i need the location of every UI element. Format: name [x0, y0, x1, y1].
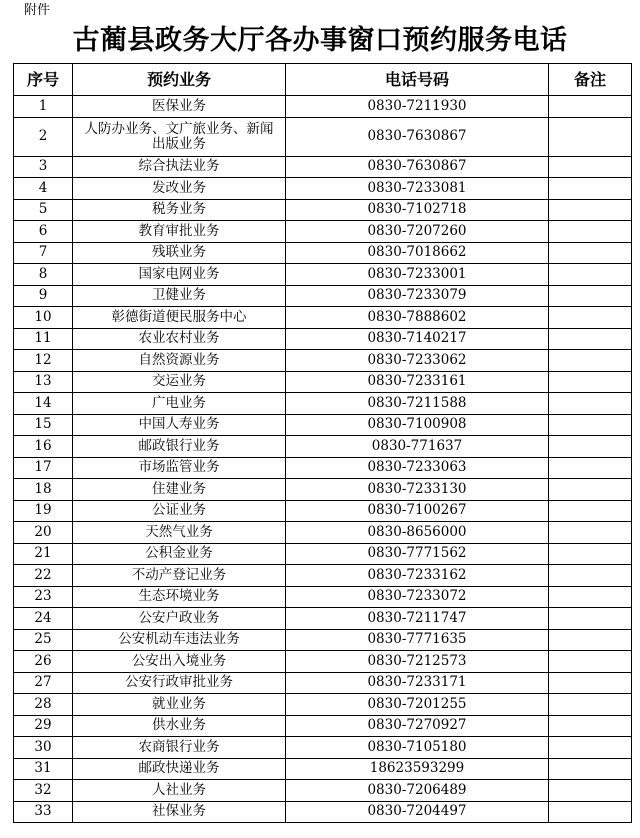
- row-number-cell: 27: [14, 672, 73, 694]
- business-name-cell: 不动产登记业务: [73, 565, 286, 587]
- note-cell: [549, 672, 632, 694]
- table-row: [14, 371, 632, 393]
- phone-number-cell: 0830-7630867: [286, 156, 549, 178]
- business-name-cell: 就业业务: [73, 694, 286, 716]
- row-number-cell: 2: [14, 117, 73, 156]
- note-cell: [549, 307, 632, 329]
- table-row: [14, 328, 632, 350]
- phone-number-cell: 0830-7100908: [286, 414, 549, 436]
- business-name-cell: 公积金业务: [73, 543, 286, 565]
- business-name-cell: 生态环境业务: [73, 586, 286, 608]
- table-row: [14, 694, 632, 716]
- business-name-cell: 公安出入境业务: [73, 651, 286, 673]
- business-name-cell: 市场监管业务: [73, 457, 286, 479]
- business-name-cell: 邮政快递业务: [73, 758, 286, 780]
- phone-number-cell: 0830-7105180: [286, 737, 549, 759]
- table-row: [14, 285, 632, 307]
- phone-number-cell: 0830-7233062: [286, 350, 549, 372]
- row-number-cell: 9: [14, 285, 73, 307]
- row-number-cell: 22: [14, 565, 73, 587]
- business-name-cell: 人防办业务、文广旅业务、新闻出版业务: [73, 117, 286, 156]
- phone-number-cell: 0830-7233072: [286, 586, 549, 608]
- column-header-number: 序号: [14, 64, 73, 96]
- phone-number-cell: 0830-7233130: [286, 479, 549, 501]
- business-name-cell: 卫健业务: [73, 285, 286, 307]
- business-name-cell: 广电业务: [73, 393, 286, 415]
- phone-number-cell: 0830-7207260: [286, 221, 549, 243]
- row-number-cell: 13: [14, 371, 73, 393]
- phone-number-cell: 0830-7233063: [286, 457, 549, 479]
- note-cell: [549, 350, 632, 372]
- note-cell: [549, 586, 632, 608]
- business-name-cell: 税务业务: [73, 199, 286, 221]
- table-row: [14, 780, 632, 802]
- business-name-cell: 公安行政审批业务: [73, 672, 286, 694]
- row-number-cell: 20: [14, 522, 73, 544]
- table-row: [14, 457, 632, 479]
- business-name-cell: 人社业务: [73, 780, 286, 802]
- note-cell: [549, 199, 632, 221]
- column-header-business: 预约业务: [73, 64, 286, 96]
- note-cell: [549, 156, 632, 178]
- business-name-cell: 社保业务: [73, 801, 286, 823]
- note-cell: [549, 479, 632, 501]
- phone-number-cell: 0830-7233079: [286, 285, 549, 307]
- note-cell: [549, 328, 632, 350]
- business-name-cell: 自然资源业务: [73, 350, 286, 372]
- row-number-cell: 31: [14, 758, 73, 780]
- table-row: [14, 500, 632, 522]
- phone-number-cell: 0830-7233171: [286, 672, 549, 694]
- note-cell: [549, 117, 632, 156]
- note-cell: [549, 500, 632, 522]
- note-cell: [549, 780, 632, 802]
- row-number-cell: 33: [14, 801, 73, 823]
- table-row: [14, 96, 632, 118]
- phone-number-cell: 0830-7771562: [286, 543, 549, 565]
- phone-number-cell: 0830-7102718: [286, 199, 549, 221]
- note-cell: [549, 393, 632, 415]
- phone-number-cell: 0830-771637: [286, 436, 549, 458]
- row-number-cell: 30: [14, 737, 73, 759]
- table-row: [14, 199, 632, 221]
- attachment-label: 附件: [24, 3, 51, 18]
- phone-number-cell: 0830-7233001: [286, 264, 549, 286]
- row-number-cell: 29: [14, 715, 73, 737]
- column-header-phone: 电话号码: [286, 64, 549, 96]
- phone-number-cell: 18623593299: [286, 758, 549, 780]
- table-row: [14, 479, 632, 501]
- note-cell: [549, 436, 632, 458]
- row-number-cell: 10: [14, 307, 73, 329]
- phone-number-cell: 0830-7201255: [286, 694, 549, 716]
- column-header-note: 备注: [549, 64, 632, 96]
- row-number-cell: 8: [14, 264, 73, 286]
- business-name-cell: 残联业务: [73, 242, 286, 264]
- note-cell: [549, 457, 632, 479]
- note-cell: [549, 629, 632, 651]
- phone-number-cell: 0830-7211930: [286, 96, 549, 118]
- table-row: [14, 651, 632, 673]
- note-cell: [549, 285, 632, 307]
- table-row: [14, 586, 632, 608]
- row-number-cell: 7: [14, 242, 73, 264]
- row-number-cell: 3: [14, 156, 73, 178]
- note-cell: [549, 565, 632, 587]
- table-row: [14, 242, 632, 264]
- row-number-cell: 15: [14, 414, 73, 436]
- row-number-cell: 17: [14, 457, 73, 479]
- note-cell: [549, 737, 632, 759]
- note-cell: [549, 96, 632, 118]
- note-cell: [549, 758, 632, 780]
- business-name-cell: 公安机动车违法业务: [73, 629, 286, 651]
- business-name-cell: 发改业务: [73, 178, 286, 200]
- row-number-cell: 1: [14, 96, 73, 118]
- table-row: [14, 436, 632, 458]
- row-number-cell: 26: [14, 651, 73, 673]
- note-cell: [549, 715, 632, 737]
- note-cell: [549, 414, 632, 436]
- table-row: [14, 801, 632, 823]
- table-row: [14, 715, 632, 737]
- business-name-cell: 中国人寿业务: [73, 414, 286, 436]
- page-title: 古蔺县政务大厅各办事窗口预约服务电话: [72, 25, 568, 56]
- row-number-cell: 6: [14, 221, 73, 243]
- row-number-cell: 5: [14, 199, 73, 221]
- row-number-cell: 21: [14, 543, 73, 565]
- note-cell: [549, 522, 632, 544]
- note-cell: [549, 651, 632, 673]
- note-cell: [549, 694, 632, 716]
- appointment-phone-table: [13, 63, 632, 823]
- business-name-cell: 天然气业务: [73, 522, 286, 544]
- note-cell: [549, 371, 632, 393]
- row-number-cell: 24: [14, 608, 73, 630]
- phone-number-cell: 0830-7270927: [286, 715, 549, 737]
- table-row: [14, 393, 632, 415]
- business-name-cell: 国家电网业务: [73, 264, 286, 286]
- business-name-cell: 供水业务: [73, 715, 286, 737]
- business-name-cell: 教育审批业务: [73, 221, 286, 243]
- row-number-cell: 16: [14, 436, 73, 458]
- business-name-cell: 农商银行业务: [73, 737, 286, 759]
- business-name-cell: 公证业务: [73, 500, 286, 522]
- row-number-cell: 25: [14, 629, 73, 651]
- phone-number-cell: 0830-7233162: [286, 565, 549, 587]
- business-name-cell: 公安户政业务: [73, 608, 286, 630]
- row-number-cell: 4: [14, 178, 73, 200]
- business-name-cell: 医保业务: [73, 96, 286, 118]
- table-row: [14, 758, 632, 780]
- business-name-cell: 农业农村业务: [73, 328, 286, 350]
- business-name-cell: 邮政银行业务: [73, 436, 286, 458]
- table-row: [14, 307, 632, 329]
- note-cell: [549, 178, 632, 200]
- table-row: [14, 264, 632, 286]
- row-number-cell: 12: [14, 350, 73, 372]
- phone-number-cell: 0830-8656000: [286, 522, 549, 544]
- table-row: [14, 543, 632, 565]
- phone-number-cell: 0830-7771635: [286, 629, 549, 651]
- phone-number-cell: 0830-7211588: [286, 393, 549, 415]
- note-cell: [549, 264, 632, 286]
- table-row: [14, 629, 632, 651]
- business-name-cell: 住建业务: [73, 479, 286, 501]
- phone-number-cell: 0830-7888602: [286, 307, 549, 329]
- phone-number-cell: 0830-7233081: [286, 178, 549, 200]
- business-name-cell: 综合执法业务: [73, 156, 286, 178]
- phone-number-cell: 0830-7211747: [286, 608, 549, 630]
- row-number-cell: 19: [14, 500, 73, 522]
- note-cell: [549, 242, 632, 264]
- table-row: [14, 221, 632, 243]
- phone-number-cell: 0830-7100267: [286, 500, 549, 522]
- table-header-row: [14, 64, 632, 96]
- note-cell: [549, 608, 632, 630]
- note-cell: [549, 543, 632, 565]
- phone-number-cell: 0830-7140217: [286, 328, 549, 350]
- table-row: [14, 737, 632, 759]
- business-name-cell: 交运业务: [73, 371, 286, 393]
- table-row: [14, 156, 632, 178]
- row-number-cell: 28: [14, 694, 73, 716]
- table-row: [14, 350, 632, 372]
- table-row: [14, 117, 632, 156]
- phone-number-cell: 0830-7018662: [286, 242, 549, 264]
- row-number-cell: 32: [14, 780, 73, 802]
- row-number-cell: 23: [14, 586, 73, 608]
- table-row: [14, 565, 632, 587]
- phone-number-cell: 0830-7233161: [286, 371, 549, 393]
- table-body: [14, 96, 632, 823]
- note-cell: [549, 801, 632, 823]
- phone-number-cell: 0830-7212573: [286, 651, 549, 673]
- phone-number-cell: 0830-7630867: [286, 117, 549, 156]
- table-row: [14, 672, 632, 694]
- table-row: [14, 178, 632, 200]
- phone-number-cell: 0830-7204497: [286, 801, 549, 823]
- table-row: [14, 414, 632, 436]
- row-number-cell: 18: [14, 479, 73, 501]
- phone-number-cell: 0830-7206489: [286, 780, 549, 802]
- row-number-cell: 11: [14, 328, 73, 350]
- business-name-cell: 彰德街道便民服务中心: [73, 307, 286, 329]
- note-cell: [549, 221, 632, 243]
- row-number-cell: 14: [14, 393, 73, 415]
- table-row: [14, 522, 632, 544]
- table-row: [14, 608, 632, 630]
